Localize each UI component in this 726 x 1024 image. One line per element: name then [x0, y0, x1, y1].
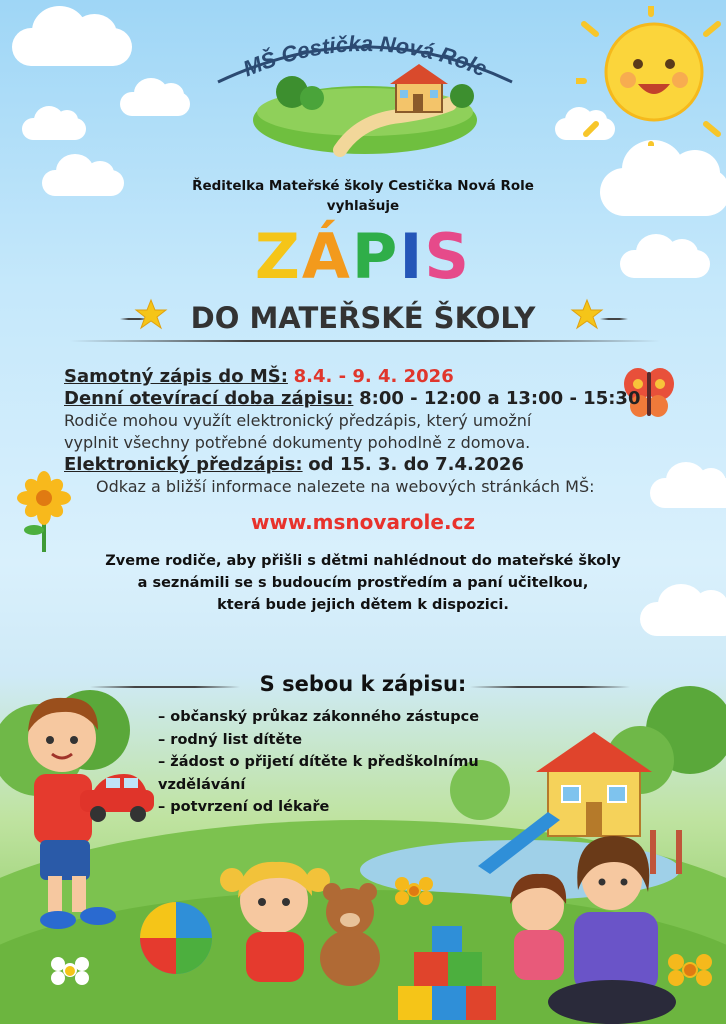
- cloud: [12, 28, 132, 66]
- subtitle: DO MATEŘSKÉ ŠKOLY: [190, 301, 536, 335]
- invite-line-1: Zveme rodiče, aby přišli s dětmi nahlédnout do mateřské školy: [105, 553, 621, 569]
- info-block: [64, 366, 640, 498]
- sun-icon: [576, 6, 726, 146]
- hours-value: 8:00 - 12:00 a 13:00 - 15:30: [359, 388, 641, 409]
- title-letter-z: Z: [254, 220, 302, 293]
- hours-label: Denní otevírací doba zápisu:: [64, 388, 354, 409]
- hours-row: [64, 388, 640, 410]
- note-line-2: vyplnit všechny potřebné dokumenty pohodlně z domova.: [64, 433, 531, 452]
- list-item: – potvrzení od lékaře: [158, 799, 330, 815]
- link-info: Odkaz a bližší informace nalezete na webových stránkách MŠ:: [96, 477, 595, 496]
- enrollment-dates: 8.4. - 9. 4. 2026: [293, 366, 454, 387]
- invite-line-2: a seznámili se s budoucím prostředím a paní učitelkou,: [137, 575, 589, 591]
- enrollment-row: [64, 366, 640, 388]
- list-item: – žádost o přijetí dítěte k předškolnímu: [158, 754, 479, 770]
- cloud: [22, 118, 86, 140]
- star-icon: [570, 298, 604, 330]
- title-letter-p: P: [351, 220, 400, 293]
- prereg-label: Elektronický předzápis:: [64, 454, 303, 475]
- title-letter-i: I: [399, 220, 425, 293]
- cloud: [120, 92, 190, 116]
- list-item: – rodný list dítěte: [158, 731, 303, 748]
- title-letter-s: S: [424, 220, 472, 293]
- announcement-line-1: Ředitelka Mateřské školy Cestička Nová Role: [192, 178, 534, 194]
- invitation-text: [0, 550, 726, 616]
- prereg-dates: od 15. 3. do 7.4.2026: [308, 454, 524, 475]
- note-line-1: Rodiče mohou využít elektronický předzápis, který umožní: [64, 411, 532, 430]
- divider: [70, 340, 660, 342]
- title-letter-a: Á: [301, 220, 352, 293]
- logo-text: MŠ Cestička Nová Role: [239, 30, 491, 82]
- playground-illustration: [0, 640, 726, 1024]
- prereg-row: [64, 454, 640, 476]
- announcement: [0, 176, 726, 216]
- bring-title: S sebou k zápisu:: [259, 672, 467, 696]
- divider: [470, 686, 630, 688]
- page-title: [0, 222, 726, 292]
- divider: [600, 318, 628, 320]
- invite-line-3: která bude jejich dětem k dispozici.: [217, 597, 509, 613]
- list-item: – občanský průkaz zákonného zástupce: [158, 709, 480, 725]
- announcement-line-2: vyhlašuje: [326, 198, 400, 214]
- list-item: vzdělávání: [158, 776, 246, 793]
- website-link[interactable]: www.msnovarole.cz: [250, 510, 476, 534]
- bring-list: [158, 706, 479, 819]
- cloud: [650, 478, 726, 508]
- enrollment-label: Samotný zápis do MŠ:: [64, 366, 288, 387]
- school-logo: [200, 20, 530, 160]
